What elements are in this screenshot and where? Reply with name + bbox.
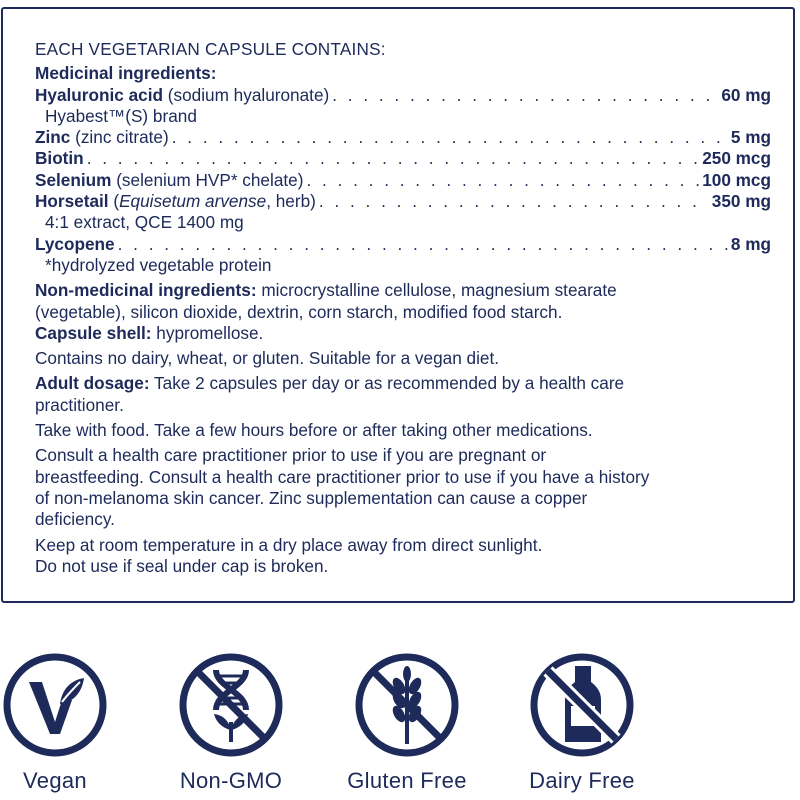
dosage-line: Adult dosage: Take 2 capsules per day or as recommended by a health care — [35, 373, 625, 394]
badge-vegan — [0, 652, 130, 794]
gluten-free-wheat-icon — [354, 652, 460, 758]
non-medicinal-line: (vegetable), silicon dioxide, dextrin, corn starch, modified food starch. — [35, 301, 563, 322]
badge-non-gmo — [156, 652, 306, 794]
non-gmo-dna-icon — [178, 652, 284, 758]
storage-line: Do not use if seal under cap is broken. — [35, 555, 329, 576]
warning-line: Consult a health care practitioner prior to use if you are pregnant or — [35, 445, 547, 466]
horsetail-note: 4:1 extract, QCE 1400 mg — [45, 212, 244, 233]
non-medicinal-line: Non-medicinal ingredients: microcrystalline cellulose, magnesium stearate — [35, 280, 617, 301]
label-text — [35, 39, 771, 577]
warning-line: of non-melanoma skin cancer. Zinc supplementation can cause a copper — [35, 487, 588, 508]
food-note: Take with food. Take a few hours before or after taking other medications. — [35, 420, 593, 441]
vegan-v-leaf-icon — [2, 652, 108, 758]
badge-label: Vegan — [23, 768, 87, 793]
storage-line: Keep at room temperature in a dry place away from direct sunlight. — [35, 534, 543, 555]
certification-badges — [0, 652, 800, 800]
hvp-footnote: *hydrolyzed vegetable protein — [45, 254, 272, 275]
ingredient-row: Hyaluronic acid (sodium hyaluronate) . . . 60 mg — [35, 85, 771, 106]
badge-dairy-free — [507, 652, 657, 794]
ingredient-row: Horsetail (Equisetum arvense, herb) . . . 350 mg — [35, 191, 771, 212]
contents-header: EACH VEGETARIAN CAPSULE CONTAINS: — [35, 39, 386, 59]
badge-label: Dairy Free — [529, 768, 635, 793]
badge-gluten-free — [332, 652, 482, 794]
medicinal-heading: Medicinal ingredients: — [35, 63, 217, 84]
hyabest-note: Hyabest™(S) brand — [45, 105, 197, 126]
ingredient-row: Biotin . . . 250 mcg — [35, 148, 771, 169]
warning-line: breastfeeding. Consult a health care practitioner prior to use if you have a history — [35, 466, 650, 487]
allergen-statement: Contains no dairy, wheat, or gluten. Suitable for a vegan diet. — [35, 348, 500, 369]
supplement-facts-panel — [1, 7, 795, 603]
ingredient-row: Lycopene . . . 8 mg — [35, 234, 771, 255]
badge-label: Gluten Free — [347, 768, 467, 793]
dosage-line: practitioner. — [35, 394, 124, 415]
warning-line: deficiency. — [35, 509, 115, 530]
ingredient-row: Selenium (selenium HVP* chelate) . . . 100 mcg — [35, 170, 771, 191]
ingredient-row: Zinc (zinc citrate) . . . 5 mg — [35, 127, 771, 148]
dairy-free-milk-bottle-icon — [529, 652, 635, 758]
capsule-shell-line: Capsule shell: hypromellose. — [35, 322, 264, 343]
badge-label: Non-GMO — [179, 768, 283, 793]
